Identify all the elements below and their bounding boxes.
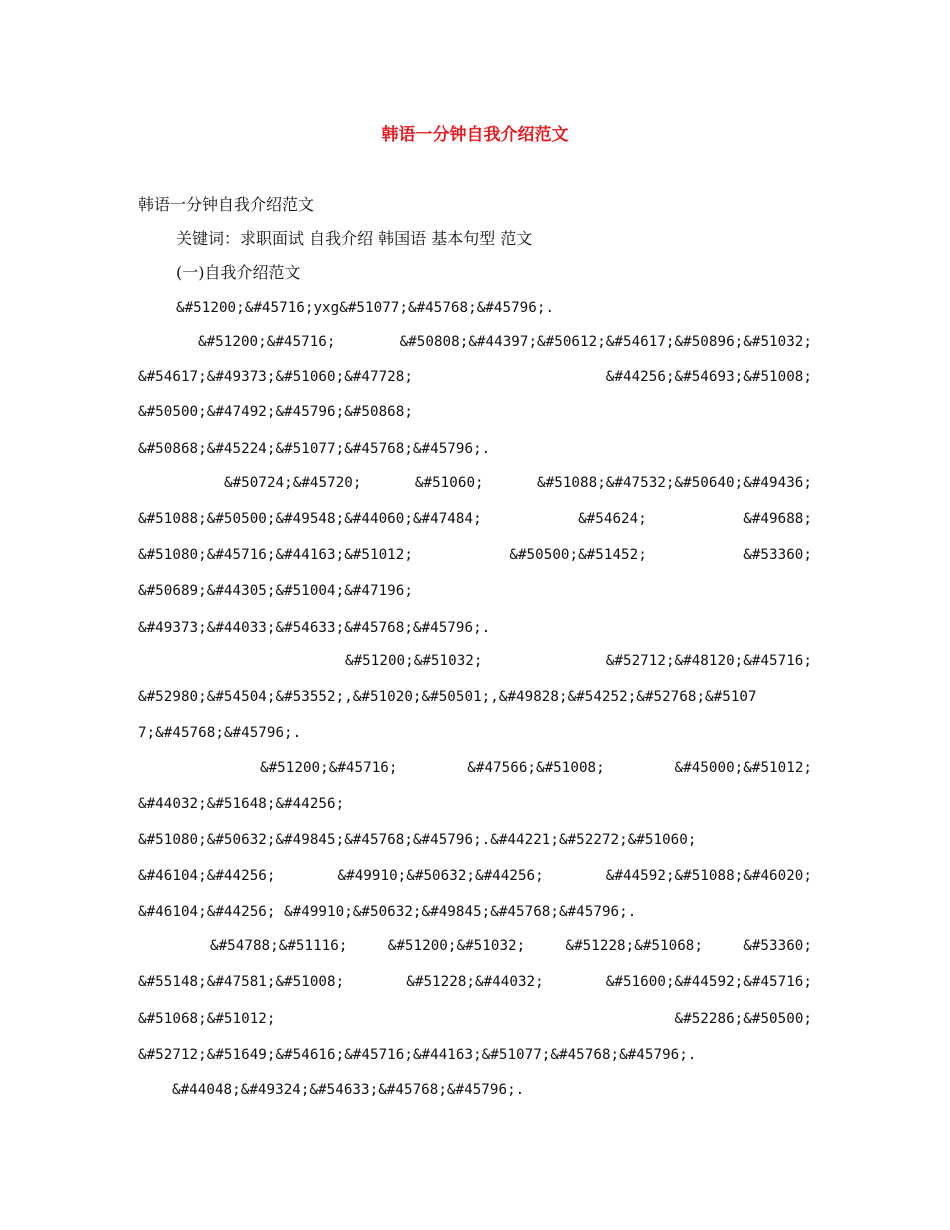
text-line-7: [138, 508, 812, 530]
text-line-18: &#46104;&#44256; &#49910;&#50632;&#49845;&#45768;&#45796;.: [138, 904, 637, 920]
text-line-2: [138, 331, 812, 353]
text-segment: &#51200;&#51032;: [345, 653, 483, 669]
text-segment: &#51088;&#47532;&#50640;&#49436;: [537, 475, 812, 491]
text-line-13: 7;&#45768;&#45796;.: [138, 725, 302, 741]
text-line-20: [138, 971, 812, 993]
text-segment: &#44256;&#54693;&#51008;: [605, 369, 812, 385]
text-line-14: [138, 757, 812, 779]
text-segment: &#51060;: [414, 475, 484, 491]
text-line-12: &#52980;&#54504;&#53552;,&#51020;&#50501;,&#49828;&#54252;&#52768;&#5107: [138, 689, 757, 705]
text-line-22: &#52712;&#51649;&#54616;&#45716;&#44163;&#51077;&#45768;&#45796;.: [138, 1047, 697, 1063]
text-segment: &#51080;&#45716;&#44163;&#51012;: [138, 547, 413, 563]
text-segment: &#50500;&#51452;: [509, 547, 647, 563]
text-segment: &#51600;&#44592;&#45716;: [605, 974, 812, 990]
text-segment: &#53360;: [743, 938, 812, 954]
text-line-8: [138, 544, 812, 566]
text-segment: &#54624;: [578, 511, 647, 527]
text-segment: &#51200;&#45716;: [260, 760, 398, 776]
text-segment: &#51200;&#45716;: [198, 334, 336, 350]
section-title: (一)自我介绍范文: [176, 263, 301, 282]
text-line-19: [138, 935, 812, 957]
text-segment: &#51088;&#50500;&#49548;&#44060;&#47484;: [138, 511, 482, 527]
text-line-6: [138, 472, 812, 494]
text-segment: &#49688;: [743, 511, 812, 527]
text-segment: &#50724;&#45720;: [224, 475, 362, 491]
text-segment: &#53360;: [743, 547, 812, 563]
text-segment: &#51068;&#51012;: [138, 1011, 276, 1027]
text-segment: &#52712;&#48120;&#45716;: [605, 653, 812, 669]
text-line-23: &#44048;&#49324;&#54633;&#45768;&#45796;.: [172, 1082, 525, 1098]
text-segment: &#54788;&#51116;: [210, 938, 348, 954]
text-line-5: &#50868;&#45224;&#51077;&#45768;&#45796;.: [138, 441, 491, 457]
text-line-4: &#50500;&#47492;&#45796;&#50868;: [138, 404, 413, 420]
text-segment: &#46104;&#44256;: [138, 868, 276, 884]
text-segment: &#54617;&#49373;&#51060;&#47728;: [138, 369, 413, 385]
text-segment: &#49910;&#50632;&#44256;: [337, 868, 544, 884]
text-segment: &#51228;&#51068;: [565, 938, 703, 954]
text-line-17: [138, 865, 812, 887]
text-line-21: [138, 1008, 812, 1030]
text-segment: &#51200;&#51032;: [387, 938, 526, 954]
keywords-line: 关键词：求职面试 自我介绍 韩国语 基本句型 范文: [176, 229, 533, 248]
text-segment: &#55148;&#47581;&#51008;: [138, 974, 345, 990]
text-segment: &#44592;&#51088;&#46020;: [605, 868, 812, 884]
text-line-10: &#49373;&#44033;&#54633;&#45768;&#45796;.: [138, 620, 491, 636]
text-line-11: [138, 650, 812, 672]
document-title: 韩语一分钟自我介绍范文: [381, 125, 569, 145]
text-segment: &#47566;&#51008;: [467, 760, 605, 776]
text-segment: &#52286;&#50500;: [674, 1011, 812, 1027]
text-line-9: &#50689;&#44305;&#51004;&#47196;: [138, 583, 413, 599]
text-line-15: &#44032;&#51648;&#44256;: [138, 796, 345, 812]
text-line-1: &#51200;&#45716;yxg&#51077;&#45768;&#45796;.: [176, 300, 555, 316]
heading-line: 韩语一分钟自我介绍范文: [138, 195, 315, 214]
text-segment: &#51228;&#44032;: [406, 974, 544, 990]
text-segment: &#45000;&#51012;: [674, 760, 812, 776]
text-line-3: [138, 366, 812, 388]
text-segment: &#50808;&#44397;&#50612;&#54617;&#50896;&#51032;: [399, 334, 812, 350]
text-line-16: &#51080;&#50632;&#49845;&#45768;&#45796;.&#44221;&#52272;&#51060;: [138, 832, 697, 848]
